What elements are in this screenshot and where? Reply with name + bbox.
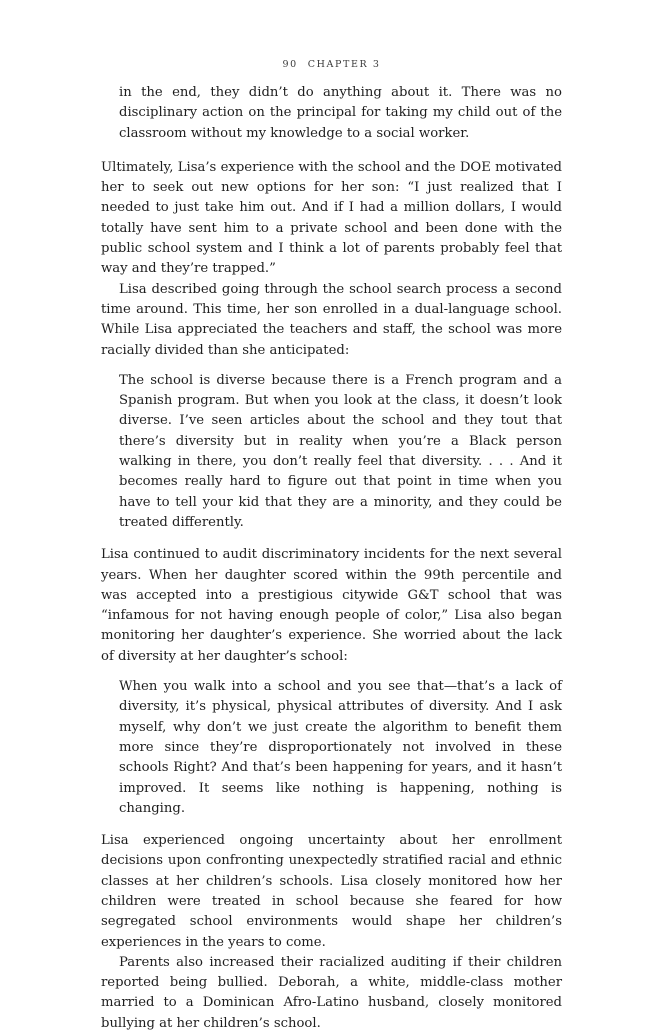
paragraph-3: Lisa continued to audit discriminatory incidents for the next several years. When her daughter scored within the 99th percentile and was accepted into a prestigious citywide G&T school that was “infamous for not having enough people of color,” Lisa also began monitoring her daughter’s experience. She worried about the lack of diversity at her daughter’s school: bbox=[101, 547, 562, 664]
book-page bbox=[101, 58, 562, 1034]
chapter-title: CHAPTER 3 bbox=[307, 59, 381, 70]
block-quote-1: in the end, they didn’t do anything about it. There was no disciplinary action on the principal for taking my child out of the classroom without my knowledge to a social worker. bbox=[119, 85, 562, 141]
paragraph-1: Ultimately, Lisa’s experience with the school and the DOE motivated her to seek out new options for her son: “I just realized that I needed to just take him out. And if I had a million dollars, I would totally have sent him to a private school and been done with the public school system and I think a lot of parents probably feel that way and they’re trapped.” bbox=[101, 159, 562, 277]
block-quote-2: The school is diverse because there is a French program and a Spanish program. But when you look at the class, it doesn’t look diverse. I’ve seen articles about the school and they tout that there’s diversity but in reality when you’re a Black person walking in there, you don’t really feel that diversity. . . . And it becomes really hard to figure out that point in time when you have to tell your kid that they are a minority, and they could be treated differently. bbox=[119, 372, 562, 530]
block-quote-3: When you walk into a school and you see that—that’s a lack of diversity, it’s physical, physical attributes of diversity. And I ask myself, why don’t we just create the algorithm to benefit them more since they’re disproportionately not involved in these schools Right? And that’s been happening for years, and it hasn’t improved. It seems like nothing is happening, nothing is changing. bbox=[119, 679, 562, 816]
paragraph-5: Parents also increased their racialized auditing if their children reported being bullied. Deborah, a white, middle-class mother married to a Dominican Afro-Latino husband, closely monitored bullying at her children’s school. bbox=[101, 954, 562, 1031]
page-number: 90 bbox=[282, 59, 298, 70]
running-head bbox=[101, 58, 562, 72]
paragraph-4: Lisa experienced ongoing uncertainty about her enrollment decisions upon confronting unexpectedly stratified racial and ethnic classes at her children’s schools. Lisa closely monitored how her children were treated in school because she feared for how segregated school environments would shape her children’s experiences in the years to come. bbox=[101, 833, 562, 950]
paragraph-2: Lisa described going through the school search process a second time around. This time, her son enrolled in a dual-language school. While Lisa appreciated the teachers and staff, the school was more racially divided than she anticipated: bbox=[101, 281, 562, 358]
